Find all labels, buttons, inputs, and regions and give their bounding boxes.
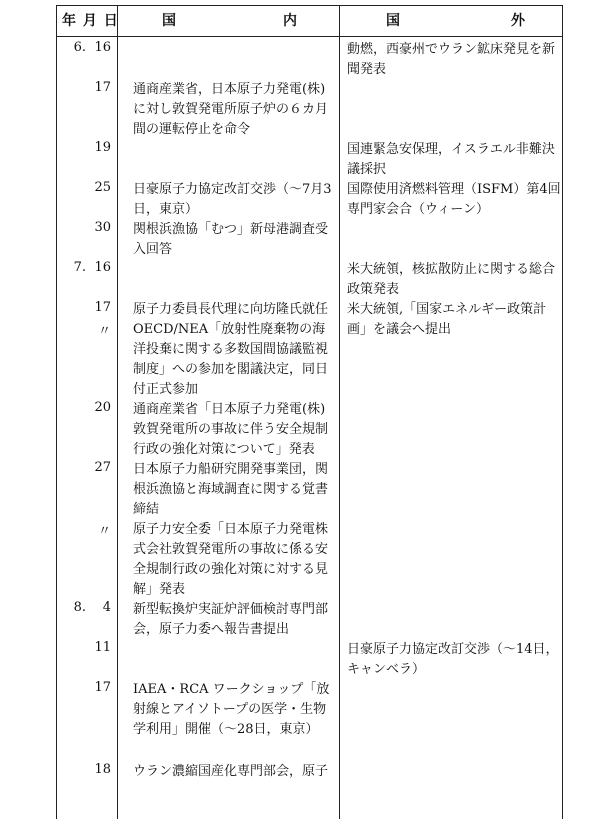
row-day: 17 (94, 680, 111, 695)
row-day: 25 (94, 180, 111, 195)
row-domestic: 通商産業省「日本原子力発電(株)敦賀発電所の事故に伴う安全規制行政の強化対策について」発表 (133, 402, 329, 457)
row-day: 〃 (97, 524, 111, 539)
row-day: 30 (94, 220, 111, 235)
row-day: 4 (102, 600, 111, 615)
table-top-rule (56, 5, 563, 6)
header-domestic-right: 内 (283, 13, 298, 29)
header-date: 年 月 日 (62, 13, 119, 29)
row-day: 16 (94, 40, 111, 55)
row-international: 日豪原子力協定改訂交渉（～14日，キャンベラ） (347, 642, 559, 677)
row-international: 米大統領，核拡散防止に関する総合政策発表 (347, 262, 556, 297)
row-day: 17 (94, 300, 111, 315)
header-domestic-left: 国 (162, 13, 177, 29)
row-month: 7. (73, 260, 86, 275)
row-domestic: 関根浜漁協「むつ」新母港調査受入回答 (133, 222, 329, 257)
header-intl-right: 外 (511, 13, 526, 29)
row-month: 6. (73, 40, 86, 55)
row-month: 8. (73, 600, 86, 615)
row-domestic: 新型転換炉実証炉評価検討専門部会，原子力委へ報告書提出 (133, 602, 329, 637)
date-column-divider (117, 5, 118, 819)
row-day: 18 (94, 762, 111, 777)
row-domestic: 日本原子力船研究開発事業団，関根浜漁協と海域調査に関する覚書締結 (133, 462, 329, 517)
row-domestic: 原子力委員長代理に向坊隆氏就任 (133, 302, 329, 317)
row-day: 11 (94, 640, 111, 655)
row-international: 米大統領,「国家エネルギー政策計画」を議会へ提出 (347, 302, 547, 337)
header-bottom-rule (56, 36, 563, 37)
row-day: 〃 (97, 324, 111, 339)
row-day: 17 (94, 80, 111, 95)
row-day: 16 (94, 260, 111, 275)
row-domestic: 原子力安全委「日本原子力発電株式会社敦賀発電所の事故に係る安全規制行政の強化対策に対する見解」発表 (133, 522, 329, 597)
row-international: 国連緊急安保理，イスラエル非難決議採択 (347, 142, 555, 177)
row-domestic: OECD/NEA「放射性廃棄物の海洋投棄に関する多数国間協議監視制度」への参加を閣議決定，同日付正式参加 (133, 322, 329, 397)
right-border (562, 5, 563, 819)
row-international: 動燃，西豪州でウラン鉱床発見を新聞発表 (347, 42, 556, 77)
row-international: 国際使用済燃料管理（ISFM）第4回専門家会合（ウィーン） (347, 182, 561, 217)
row-domestic: ウラン濃縮国産化専門部会，原子 (133, 764, 329, 779)
row-domestic: 日豪原子力協定改訂交渉（～7月3日，東京） (133, 182, 332, 217)
left-border (56, 5, 57, 819)
domestic-column-divider (339, 5, 340, 819)
row-domestic: IAEA・RCA ワークショップ「放射線とアイソトープの医学・生物学利用」開催（～28日，東京） (133, 682, 330, 737)
row-day: 19 (94, 140, 111, 155)
row-day: 27 (94, 460, 111, 475)
row-day: 20 (94, 400, 111, 415)
row-domestic: 通商産業省，日本原子力発電(株)に対し敦賀発電所原子炉の６カ月間の運転停止を命令 (133, 82, 329, 137)
header-intl-left: 国 (386, 13, 401, 29)
